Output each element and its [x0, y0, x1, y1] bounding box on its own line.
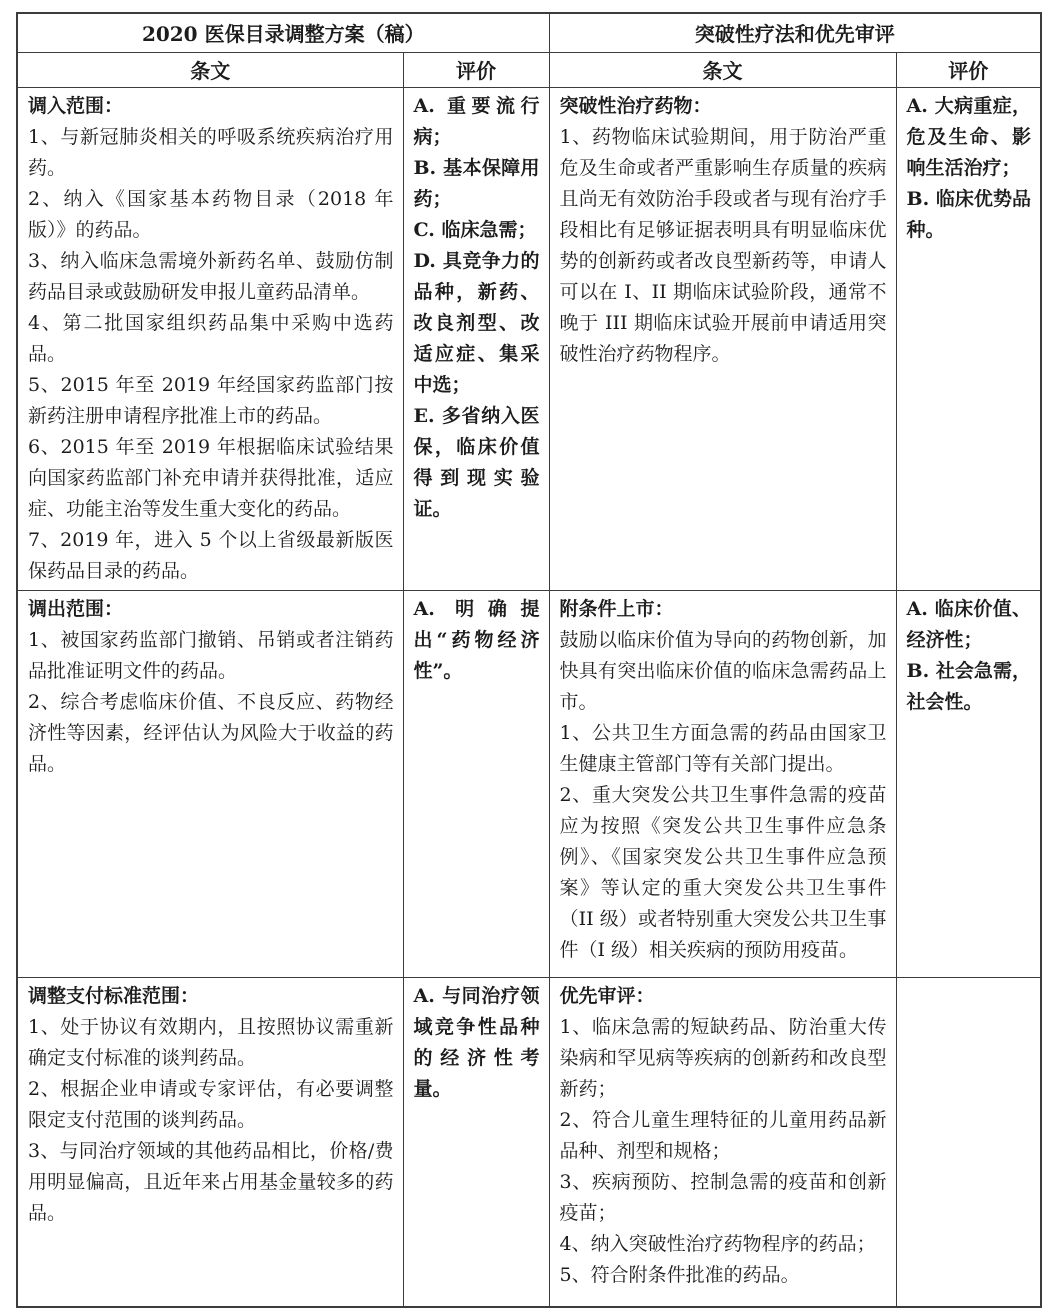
cell-title: 附条件上市：	[559, 597, 674, 620]
paragraph: 1、被国家药监部门撤销、吊销或者注销药品批准证明文件的药品。	[28, 628, 394, 682]
paragraph: 2、符合儿童生理特征的儿童用药品新品种、剂型和规格；	[559, 1108, 887, 1162]
paragraph: 2、纳入《国家基本药物目录（2018 年版）》的药品。	[28, 187, 394, 241]
paragraph: 1、药物临床试验期间，用于防治严重危及生命或者严重影响生存质量的疾病且尚无有效防治手段或者与现有治疗手段相比有足够证据表明具有明显临床优势的创新药或者改良型新药等，申请人可以在 I、II 期临床试验阶段，通常不晚于 III 期临床试验开展前申请适用突破性治疗药物程序。	[559, 125, 887, 365]
cell-paragraphs	[414, 981, 540, 1105]
cell-paragraphs	[414, 594, 540, 687]
paragraph: A. 大病重症，危及生命、影响生活治疗；	[906, 94, 1032, 179]
header-right-article-col: 条文	[549, 52, 896, 87]
header-title-row	[17, 13, 1041, 52]
cell-paragraphs	[28, 625, 394, 780]
cell-inclusion-scope-article	[17, 87, 403, 590]
paragraph: A. 明确提出“药物经济性”。	[413, 597, 540, 682]
cell-inclusion-scope-eval	[403, 87, 549, 590]
cell-paragraphs	[560, 122, 887, 370]
cell-conditional-approval-article	[549, 590, 896, 977]
policy-comparison-table	[16, 12, 1042, 1308]
cell-paragraphs	[28, 122, 394, 587]
cell-priority-review-eval	[896, 977, 1041, 1307]
paragraph: 1、临床急需的短缺药品、防治重大传染病和罕见病等疾病的创新药和改良型新药；	[559, 1015, 887, 1100]
cell-breakthrough-therapy-eval	[896, 87, 1041, 590]
cell-paragraphs	[414, 91, 540, 525]
table-row-removal-conditional	[17, 590, 1041, 977]
cell-title: 调入范围：	[28, 94, 124, 117]
paragraph: 3、疾病预防、控制急需的疫苗和创新疫苗；	[559, 1170, 887, 1224]
table-row-payment-priority	[17, 977, 1041, 1307]
cell-title: 调整支付标准范围：	[28, 984, 200, 1007]
paragraph: 1、与新冠肺炎相关的呼吸系统疾病治疗用药。	[28, 125, 394, 179]
cell-removal-scope-eval	[403, 590, 549, 977]
cell-removal-scope-article	[17, 590, 403, 977]
cell-paragraphs	[560, 625, 887, 966]
header-columns-row	[17, 52, 1041, 87]
paragraph: B. 临床优势品种。	[906, 187, 1032, 241]
paragraph: E. 多省纳入医保，临床价值得到现实验证。	[413, 404, 540, 520]
cell-priority-review-article	[549, 977, 896, 1307]
cell-paragraphs	[907, 594, 1032, 718]
paragraph: 6、2015 年至 2019 年根据临床试验结果向国家药监部门补充申请并获得批准，适应症、功能主治等发生重大变化的药品。	[28, 435, 394, 520]
header-right-eval-col: 评价	[896, 52, 1041, 87]
cell-title: 突破性治疗药物：	[559, 94, 712, 117]
cell-payment-standard-eval	[403, 977, 549, 1307]
paragraph: 1、公共卫生方面急需的药品由国家卫生健康主管部门等有关部门提出。	[559, 721, 887, 775]
cell-title: 调出范围：	[28, 597, 124, 620]
paragraph: B. 基本保障用药；	[413, 156, 540, 210]
paragraph: 7、2019 年，进入 5 个以上省级最新版医保药品目录的药品。	[28, 528, 394, 582]
paragraph: 1、处于协议有效期内，且按照协议需重新确定支付标准的谈判药品。	[28, 1015, 394, 1069]
header-right-title: 突破性疗法和优先审评	[549, 13, 1041, 52]
paragraph: 5、2015 年至 2019 年经国家药监部门按新药注册申请程序批准上市的药品。	[28, 373, 394, 427]
paragraph: B. 社会急需，社会性。	[906, 659, 1032, 713]
paragraph: 鼓励以临床价值为导向的药物创新，加快具有突出临床价值的临床急需药品上市。	[559, 628, 887, 713]
cell-payment-standard-article	[17, 977, 403, 1307]
header-left-eval-col: 评价	[403, 52, 549, 87]
paragraph: A. 与同治疗领域竞争性品种的经济性考量。	[413, 984, 540, 1100]
paragraph: D. 具竞争力的品种，新药、改良剂型、改适应症、集采中选；	[413, 249, 540, 396]
paragraph: A. 临床价值、经济性；	[906, 597, 1032, 651]
cell-paragraphs	[28, 1012, 394, 1229]
paragraph: A. 重要流行病；	[413, 94, 540, 148]
cell-paragraphs	[560, 1012, 887, 1291]
cell-conditional-approval-eval	[896, 590, 1041, 977]
table-row-inclusion-breakthrough	[17, 87, 1041, 590]
paragraph: 3、与同治疗领域的其他药品相比，价格/费用明显偏高，且近年来占用基金量较多的药品。	[28, 1139, 394, 1224]
header-left-article-col: 条文	[17, 52, 403, 87]
header-left-title: 2020 医保目录调整方案（稿）	[17, 13, 549, 52]
paragraph: 2、重大突发公共卫生事件急需的疫苗应为按照《突发公共卫生事件应急条例》、《国家突发公共卫生事件应急预案》等认定的重大突发公共卫生事件（II 级）或者特别重大突发公共卫生事件（I 级）相关疾病的预防用疫苗。	[559, 783, 887, 961]
paragraph: 2、根据企业申请或专家评估，有必要调整限定支付范围的谈判药品。	[28, 1077, 394, 1131]
paragraph: C. 临床急需；	[413, 218, 537, 241]
cell-breakthrough-therapy-article	[549, 87, 896, 590]
cell-paragraphs	[907, 91, 1032, 246]
paragraph: 5、符合附条件批准的药品。	[559, 1263, 800, 1286]
paragraph: 4、第二批国家组织药品集中采购中选药品。	[28, 311, 394, 365]
paragraph: 2、综合考虑临床价值、不良反应、药物经济性等因素，经评估认为风险大于收益的药品。	[28, 690, 394, 775]
paragraph: 3、纳入临床急需境外新药名单、鼓励仿制药品目录或鼓励研发申报儿童药品清单。	[28, 249, 394, 303]
paragraph: 4、纳入突破性治疗药物程序的药品；	[559, 1232, 876, 1255]
cell-title: 优先审评：	[559, 984, 655, 1007]
